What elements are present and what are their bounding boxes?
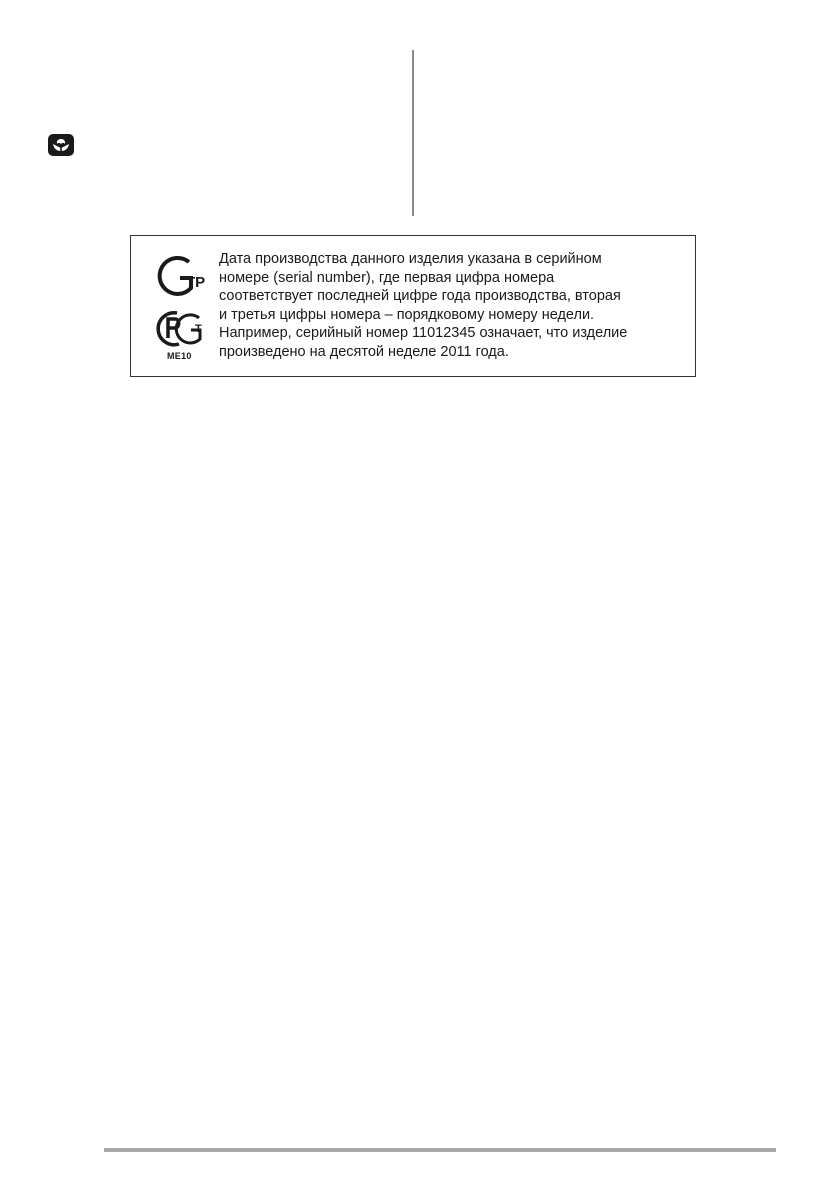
notice-line: соответствует последней цифре года производства, вторая bbox=[219, 288, 621, 305]
notice-line: номере (serial number), где первая цифра номера bbox=[219, 269, 555, 286]
notice-line: и третья цифры номера – порядковому номеру недели. bbox=[219, 306, 595, 323]
rst-code-label: ME10 bbox=[167, 351, 192, 361]
rst-certification-mark bbox=[153, 308, 207, 350]
notice-line: Например, серийный номер 11012345 означает, что изделие bbox=[219, 325, 628, 342]
certification-notice-box bbox=[130, 235, 696, 377]
macro-tulip-icon bbox=[47, 133, 75, 157]
gost-r-certification-mark bbox=[153, 254, 207, 300]
notice-line: Дата производства данного изделия указана в серийном bbox=[219, 251, 602, 267]
notice-line: произведено на десятой неделе 2011 года. bbox=[219, 343, 509, 360]
manufacture-date-notice bbox=[219, 250, 689, 362]
footer-rule bbox=[104, 1148, 776, 1152]
svg-text:Т: Т bbox=[195, 323, 202, 335]
svg-text:ТР: ТР bbox=[186, 274, 206, 291]
column-divider bbox=[412, 50, 414, 216]
